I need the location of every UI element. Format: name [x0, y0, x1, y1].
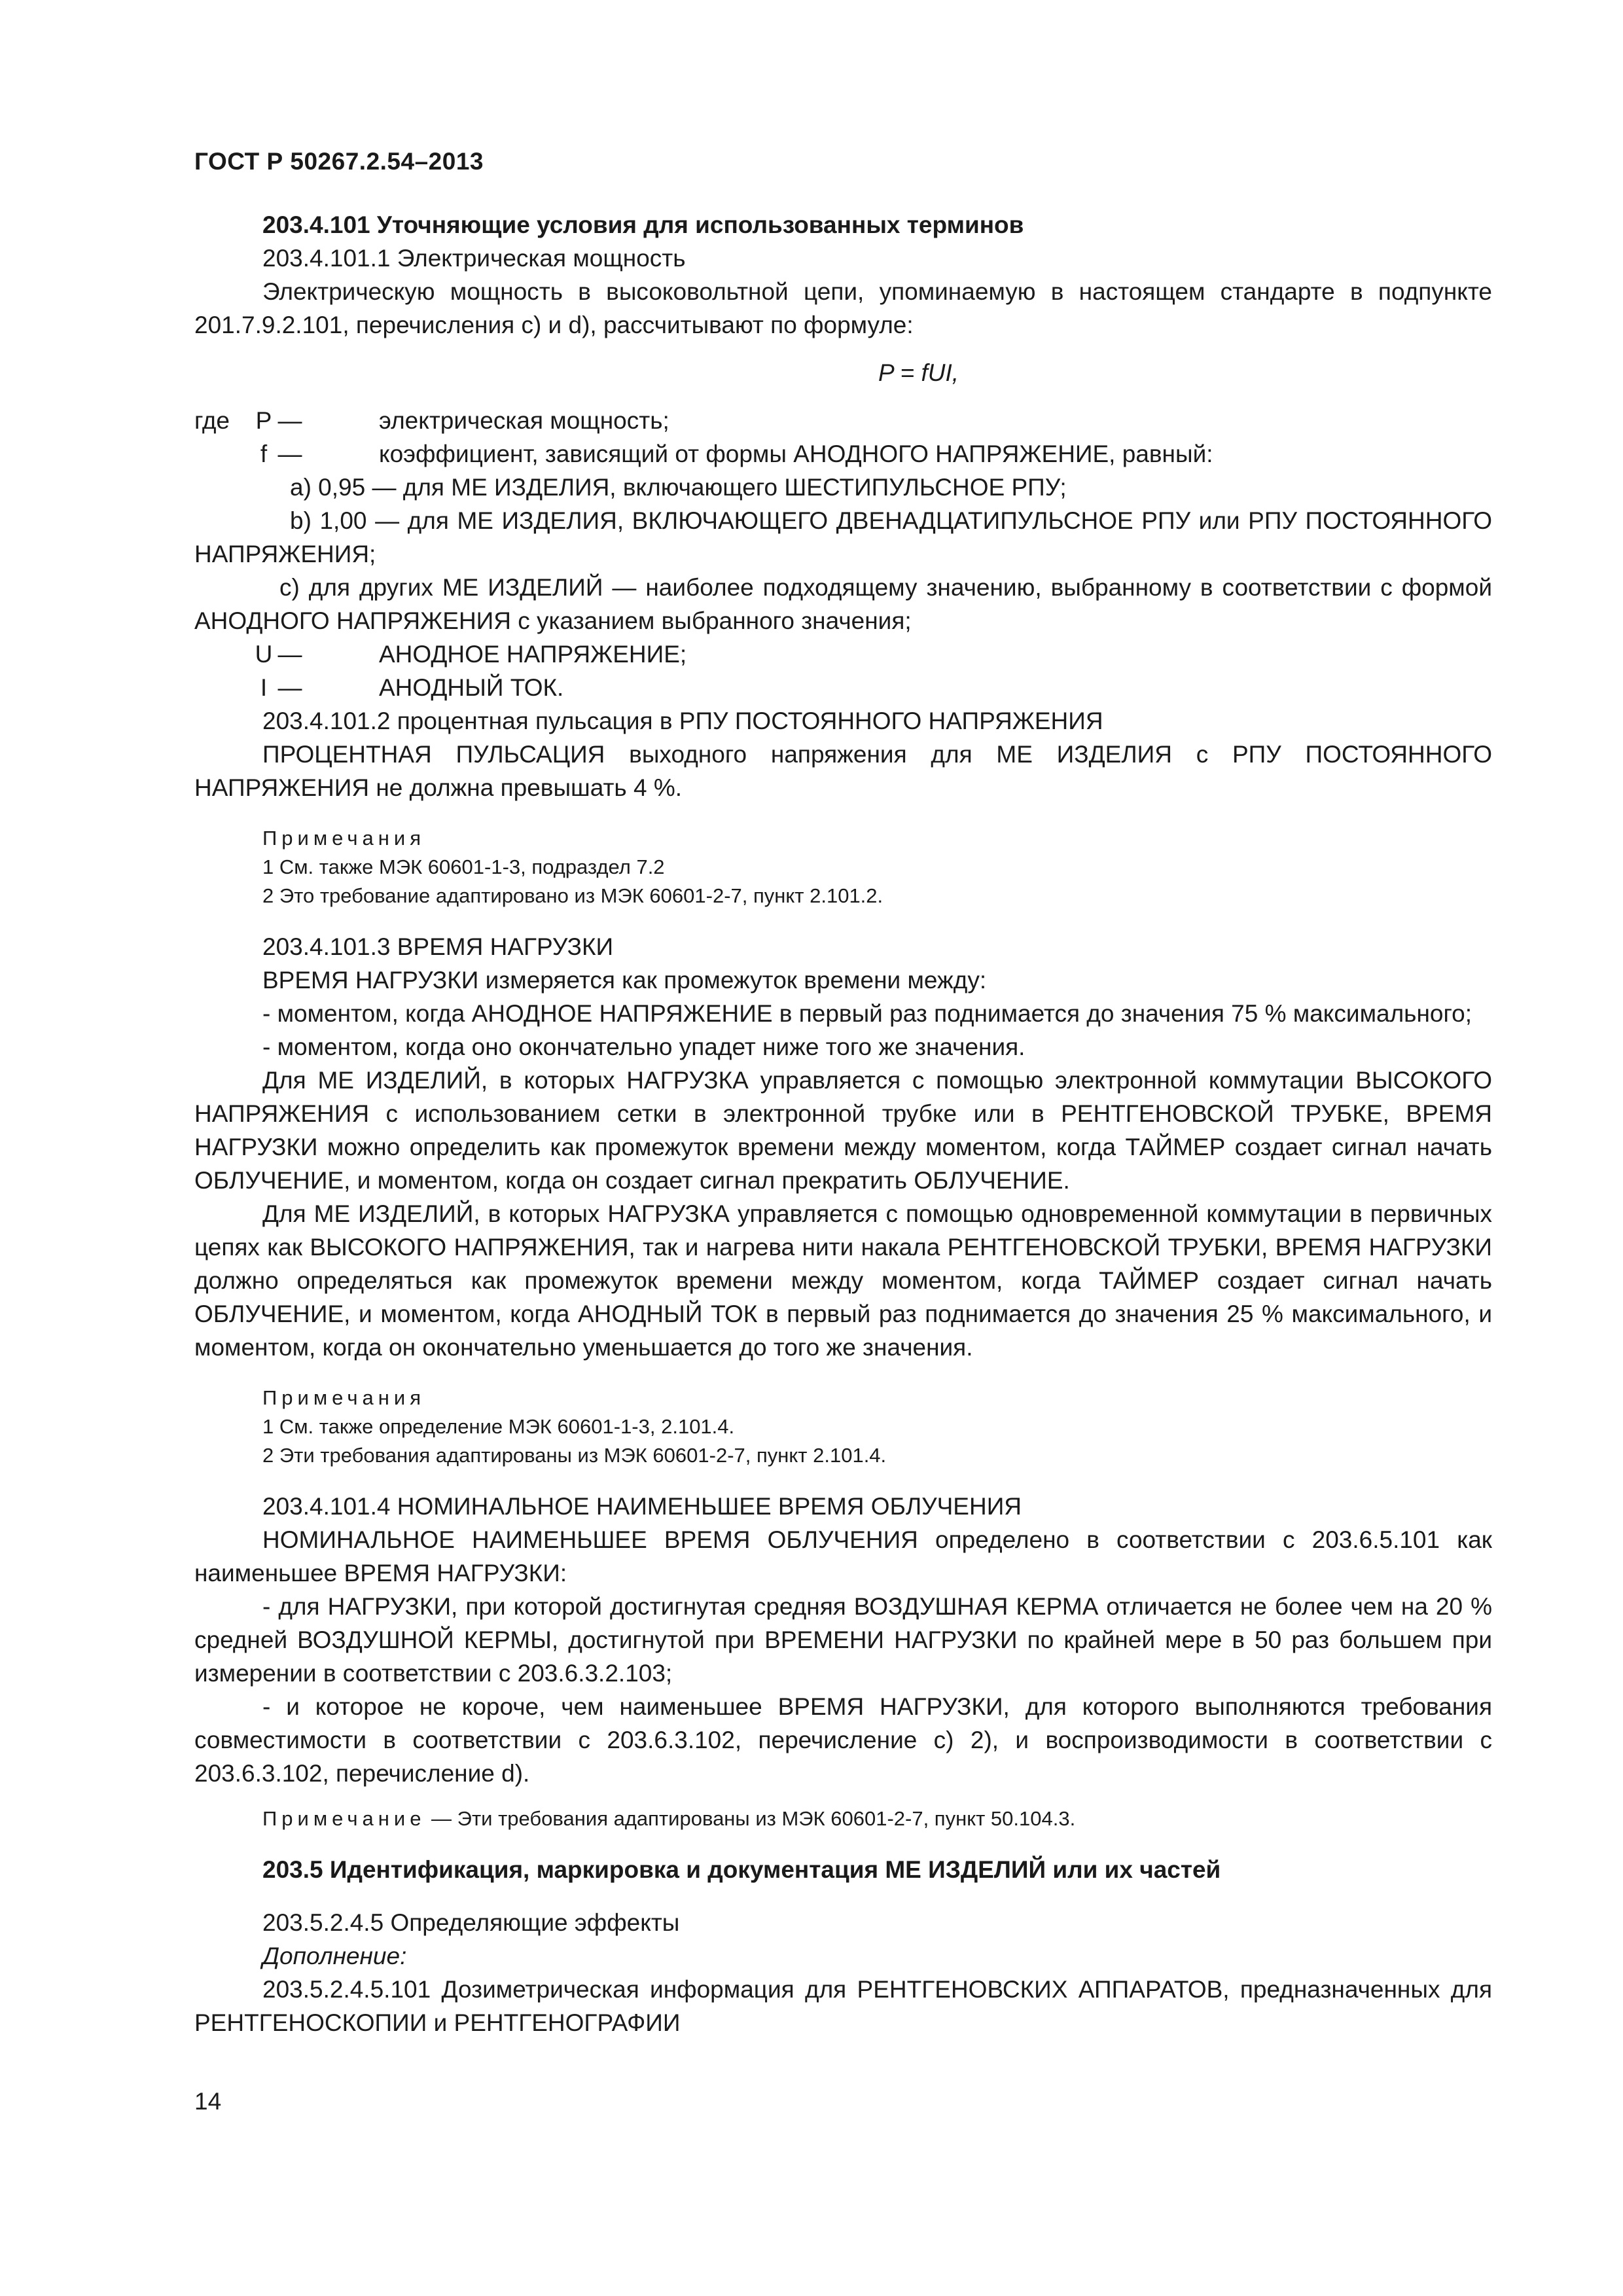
dash: —	[277, 641, 302, 668]
note-item: 1 См. также определение МЭК 60601-1-3, 2.101.4.	[262, 1415, 735, 1438]
definition-row-p	[194, 404, 1492, 437]
definition-u: АНОДНОЕ НАПРЯЖЕНИЕ;	[379, 641, 687, 668]
note-item: 2 Эти требования адаптированы из МЭК 60601-2-7, пункт 2.101.4.	[262, 1444, 887, 1467]
definition-row-i	[194, 671, 1492, 704]
definition-row-u	[194, 637, 1492, 671]
paragraph: - для НАГРУЗКИ, при которой достигнутая средняя ВОЗДУШНАЯ КЕРМА отличается не более чем на 20 % средней ВОЗДУШНОЙ КЕРМЫ, достигнутой при ВРЕМЕНИ НАГРУЗКИ по крайней мере в 50 раз большем при измерении в соответствии с 203.6.3.2.103;	[194, 1593, 1492, 1687]
subsection-heading: 203.5.2.4.5 Определяющие эффекты	[262, 1909, 680, 1936]
note-inline	[194, 1804, 1492, 1833]
paragraph: НОМИНАЛЬНОЕ НАИМЕНЬШЕЕ ВРЕМЯ ОБЛУЧЕНИЯ определено в соответствии с 203.6.5.101 как наименьшее ВРЕМЯ НАГРУЗКИ:	[194, 1526, 1492, 1587]
addition-label: Дополнение:	[262, 1943, 407, 1969]
page-number: 14	[194, 2088, 222, 2115]
paragraph: - моментом, когда АНОДНОЕ НАПРЯЖЕНИЕ в первый раз поднимается до значения 75 % максимального;	[262, 1000, 1472, 1027]
where-label: где	[194, 407, 230, 434]
subsection-heading: 203.4.101.4 НОМИНАЛЬНОЕ НАИМЕНЬШЕЕ ВРЕМЯ ОБЛУЧЕНИЯ	[262, 1493, 1022, 1520]
dash: —	[277, 440, 302, 467]
note-item: 1 См. также МЭК 60601-1-3, подраздел 7.2	[262, 855, 665, 878]
notes-title: Примечания	[262, 827, 425, 850]
definition-row-f	[194, 437, 1492, 471]
list-item-b: b) 1,00 — для МЕ ИЗДЕЛИЯ, ВКЛЮЧАЮЩЕГО ДВЕНАДЦАТИПУЛЬСНОЕ РПУ или РПУ ПОСТОЯННОГО НАПРЯЖЕНИЯ;	[194, 507, 1492, 567]
symbol-p: P	[255, 407, 272, 434]
section-heading: 203.5 Идентификация, маркировка и документация МЕ ИЗДЕЛИЙ или их частей	[262, 1856, 1221, 1883]
subsection-heading: 203.4.101.3 ВРЕМЯ НАГРУЗКИ	[262, 933, 614, 960]
paragraph: ПРОЦЕНТНАЯ ПУЛЬСАЦИЯ выходного напряжения для МЕ ИЗДЕЛИЯ с РПУ ПОСТОЯННОГО НАПРЯЖЕНИЯ не должна превышать 4 %.	[194, 741, 1492, 801]
definition-p: электрическая мощность;	[379, 407, 669, 434]
document-header: ГОСТ Р 50267.2.54–2013	[194, 148, 484, 175]
page-content	[194, 208, 1492, 2039]
definition-i: АНОДНЫЙ ТОК.	[379, 674, 564, 701]
paragraph: Электрическую мощность в высоковольтной цепи, упоминаемую в настоящем стандарте в подпункте 201.7.9.2.101, перечисления c) и d), рассчитывают по формуле:	[194, 278, 1492, 338]
paragraph: 203.5.2.4.5.101 Дозиметрическая информация для РЕНТГЕНОВСКИХ АППАРАТОВ, предназначенных для РЕНТГЕНОСКОПИИ и РЕНТГЕНОГРАФИИ	[194, 1976, 1492, 2036]
subsection-heading: 203.4.101.2 процентная пульсация в РПУ ПОСТОЯННОГО НАПРЯЖЕНИЯ	[262, 708, 1103, 734]
paragraph: - и которое не короче, чем наименьшее ВРЕМЯ НАГРУЗКИ, для которого выполняются требования совместимости в соответствии с 203.6.3.102, перечисление c) 2), и воспроизводимости в соответствии с 203.6.3.102, перечисление d).	[194, 1693, 1492, 1787]
paragraph: Для МЕ ИЗДЕЛИЙ, в которых НАГРУЗКА управляется с помощью электронной коммутации ВЫСОКОГО НАПРЯЖЕНИЯ с использованием сетки в электронной трубке или в РЕНТГЕНОВСКОЙ ТРУБКЕ, ВРЕМЯ НАГРУЗКИ можно определить как промежуток времени между моментом, когда ТАЙМЕР создает сигнал начать ОБЛУЧЕНИЕ, и моментом, когда он создает сигнал прекратить ОБЛУЧЕНИЕ.	[194, 1067, 1492, 1194]
symbol-f: f	[260, 440, 268, 467]
dash: —	[277, 674, 302, 701]
dash: —	[277, 407, 302, 434]
formula: P = fUI,	[878, 359, 959, 386]
paragraph: Для МЕ ИЗДЕЛИЙ, в которых НАГРУЗКА управляется с помощью одновременной коммутации в первичных цепях как ВЫСОКОГО НАПРЯЖЕНИЯ, так и нагрева нити накала РЕНТГЕНОВСКОЙ ТРУБКИ, ВРЕМЯ НАГРУЗКИ должно определяться как промежуток времени между моментом, когда ТАЙМЕР создает сигнал начать ОБЛУЧЕНИЕ, и моментом, когда АНОДНЫЙ ТОК в первый раз поднимается до значения 25 % максимального, и моментом, когда он окончательно уменьшается до того же значения.	[194, 1200, 1492, 1361]
symbol-i: I	[260, 674, 268, 701]
subsection-heading: 203.4.101.1 Электрическая мощность	[262, 245, 686, 272]
list-item-a: a) 0,95 — для МЕ ИЗДЕЛИЯ, включающего ШЕСТИПУЛЬСНОЕ РПУ;	[290, 474, 1067, 501]
paragraph: ВРЕМЯ НАГРУЗКИ измеряется как промежуток времени между:	[262, 967, 987, 994]
paragraph: - моментом, когда оно окончательно упадет ниже того же значения.	[262, 1033, 1026, 1060]
note-text: — Эти требования адаптированы из МЭК 60601-2-7, пункт 50.104.3.	[425, 1807, 1076, 1830]
definition-f: коэффициент, зависящий от формы АНОДНОГО НАПРЯЖЕНИЕ, равный:	[379, 440, 1213, 467]
list-item-c: c) для других МЕ ИЗДЕЛИЙ — наиболее подходящему значению, выбранному в соответствии с формой АНОДНОГО НАПРЯЖЕНИЯ с указанием выбранного значения;	[194, 574, 1492, 634]
note-item: 2 Это требование адаптировано из МЭК 60601-2-7, пункт 2.101.2.	[262, 884, 883, 907]
note-label: Примечание	[262, 1807, 426, 1830]
notes-title: Примечания	[262, 1386, 425, 1409]
section-heading: 203.4.101 Уточняющие условия для использованных терминов	[262, 211, 1024, 238]
symbol-u: U	[255, 641, 273, 668]
